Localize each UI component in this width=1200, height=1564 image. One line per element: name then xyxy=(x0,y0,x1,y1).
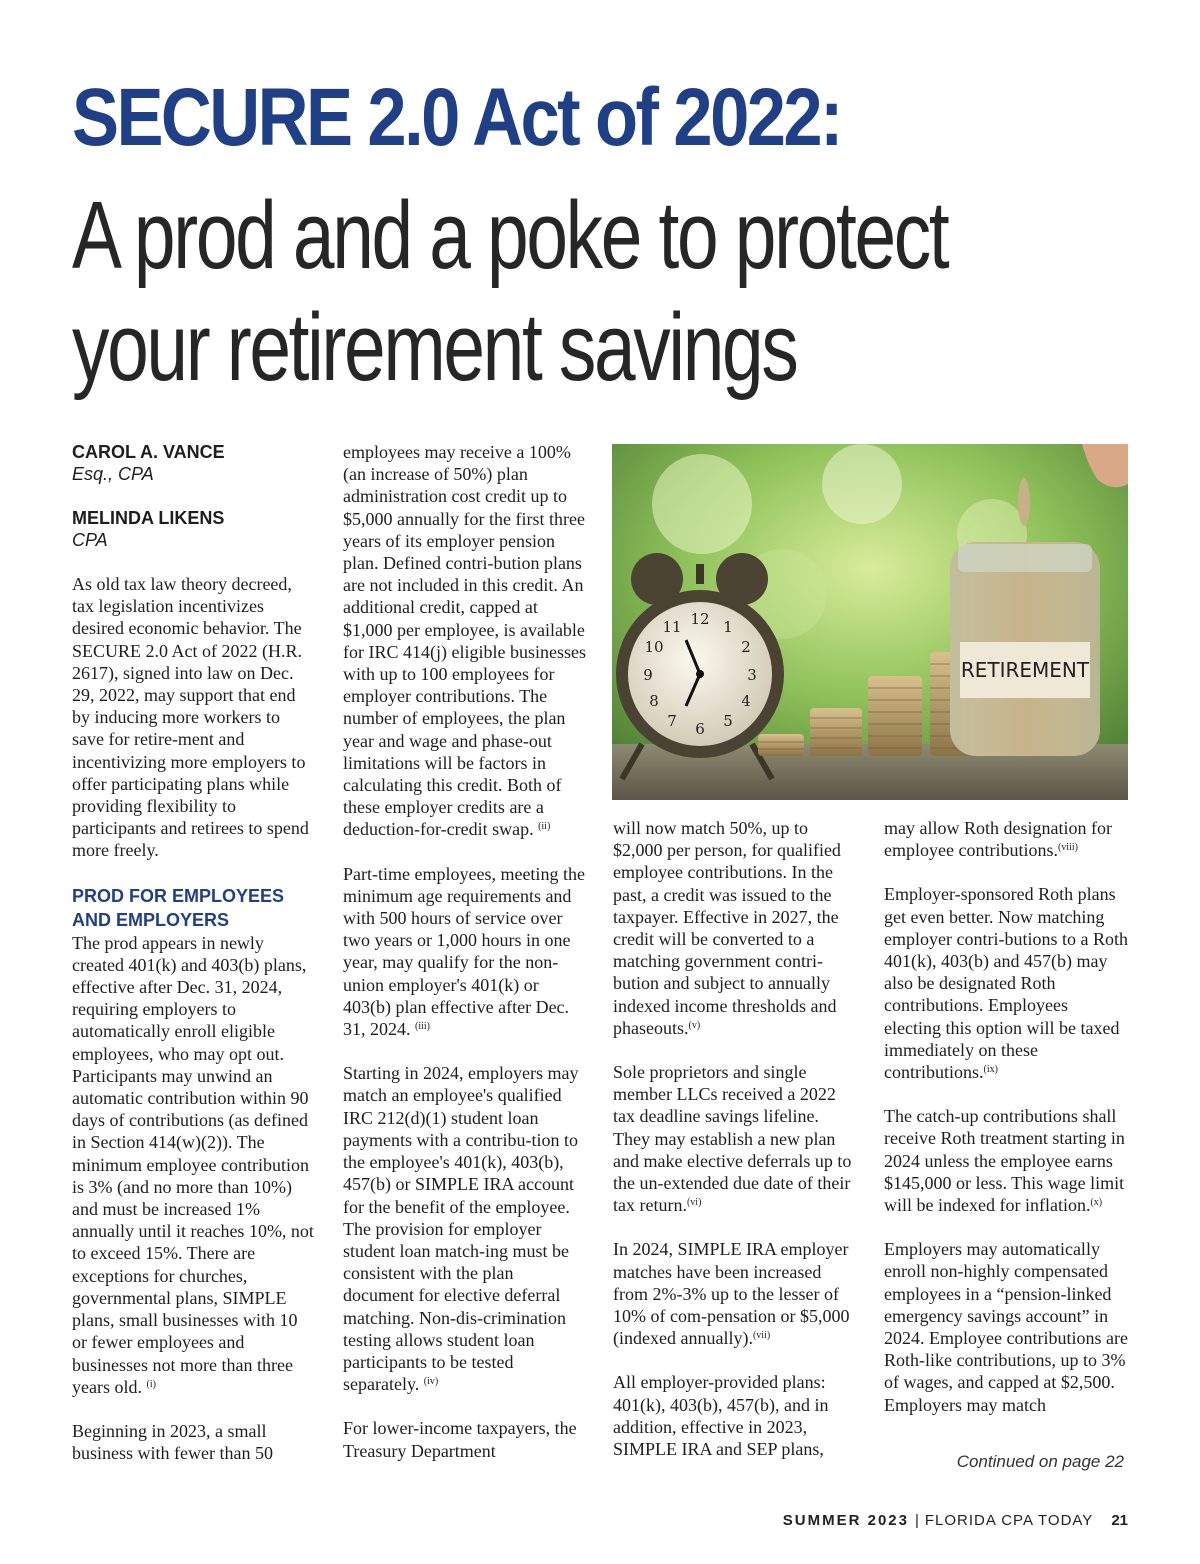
paragraph-text: Sole proprietors and single member LLCs received a 2022 tax deadline savings lifeline. They may establish a new plan and make elective deferrals up to the un-extended due date of their tax return. xyxy=(613,1062,852,1216)
headline-line2 xyxy=(72,180,947,404)
endnote-ref: (i) xyxy=(146,1378,156,1390)
photo-illustration xyxy=(612,444,1128,800)
clock-numeral: 7 xyxy=(667,712,677,730)
paragraph xyxy=(884,1105,1128,1216)
endnote-ref: (ii) xyxy=(538,821,551,833)
endnote-ref: (x) xyxy=(1090,1197,1103,1209)
paragraph-text: Part-time employees, meeting the minimum age requirements and with 500 hours of service over two years or 1,000 hours in one year, may qualify for the non-union employer's 401(k) or 403(b) plan effective after Dec. 31, 2024. xyxy=(343,863,585,1040)
clock-numeral: 3 xyxy=(747,666,757,684)
paragraph xyxy=(343,863,587,1041)
article-column-2 xyxy=(343,441,587,1484)
endnote-ref: (viii) xyxy=(1057,842,1078,854)
endnote-ref: (iii) xyxy=(415,1021,430,1033)
paragraph-text: The prod appears in newly created 401(k) and 403(b) plans, effective after Dec. 31, 2024, requiring employers to automatically enroll eligible employees, who may opt out. Participants may unwind an automatic contribution within 90 days of contributions (as defined in Section 414(w)(2)). The minimum employee contribution is 3% (and no more than 10%) and must be increased 1% annually until it reaches 10%, not to exceed 15%. There are exceptions for churches, governmental plans, SIMPLE plans, small businesses with 10 or fewer employees and businesses not more than three years old. xyxy=(72,932,314,1397)
clock-numeral: 9 xyxy=(643,666,653,684)
paragraph-text: will now match 50%, up to $2,000 per person, for qualified employee contributions. In the past, a credit was issued to the taxpayer. Effective in 2027, the credit will be converted to a matching government contri-bution and subject to annually indexed income thresholds and phaseouts. xyxy=(613,818,841,1038)
author-credentials: Esq., CPA xyxy=(72,464,154,484)
endnote-ref: (v) xyxy=(688,1019,701,1031)
paragraph xyxy=(613,1061,857,1216)
paragraph: Beginning in 2023, a small business with fewer than 50 xyxy=(72,1420,273,1464)
paragraph: For lower-income taxpayers, the Treasury Department xyxy=(343,1418,577,1461)
headline-line2b: your retirement savings xyxy=(72,294,797,401)
section-heading-line: AND EMPLOYERS xyxy=(72,909,230,930)
article-column-1 xyxy=(72,441,316,1486)
retirement-savings-photo xyxy=(612,444,1128,800)
paragraph: As old tax law theory decreed, tax legislation incentivizes desired economic behavior. The SECURE 2.0 Act of 2022 (H.R. 2617), signed into law on Dec. 29, 2022, may support that end by inducing more workers to save for retire-ment and incentivizing more employers to offer participating plans while providing flexibility to participants and retirees to spend more freely. xyxy=(72,574,309,861)
section-heading-line: PROD FOR EMPLOYEES xyxy=(72,885,285,906)
article-column-3 xyxy=(613,817,857,1482)
paragraph-text: Employer-sponsored Roth plans get even better. Now matching employer contri-butions to a Roth 401(k), 403(b) and 457(b) may also be designated Roth contributions. Employees electing this option will be taxed immediately on these contributions. xyxy=(884,884,1128,1083)
magazine-name: FLORIDA CPA TODAY xyxy=(924,1512,1094,1529)
headline-line1: SECURE 2.0 Act of 2022: xyxy=(72,72,841,163)
page-footer xyxy=(783,1512,1128,1529)
paragraph xyxy=(72,932,316,1398)
paragraph xyxy=(884,817,1128,861)
clock-numeral: 8 xyxy=(649,692,659,710)
paragraph-text: The catch-up contributions shall receive Roth treatment starting in 2024 unless the employee earns $145,000 or less. This wage limit will be indexed for inflation. xyxy=(884,1106,1125,1216)
author-block xyxy=(72,441,316,551)
clock-numeral: 12 xyxy=(690,610,710,628)
paragraph xyxy=(343,1062,587,1395)
clock-numeral: 6 xyxy=(695,720,705,738)
paragraph: Employers may automatically enroll non-highly compensated employees in a “pension-linked emergency savings account” in 2024. Employee contributions are Roth-like contributions, up to 3% of wages, and capped at $2,500. Employers may match xyxy=(884,1239,1128,1415)
paragraph-text: Starting in 2024, employers may match an employee's qualified IRC 212(d)(1) student loan payments with a contribu-tion to the employee's 401(k), 403(b), 457(b) or SIMPLE IRA account for the benefit of the employee. The provision for employer student loan match-ing must be consistent with the plan document for elective deferral matching. Non-dis-crimination testing allows student loan participants to be tested separately. xyxy=(343,1063,579,1395)
clock-numeral: 5 xyxy=(723,712,733,730)
continued-on-page-note: Continued on page 22 xyxy=(956,1452,1124,1471)
author-name: CAROL A. VANCE xyxy=(72,442,225,462)
section-heading xyxy=(72,884,316,932)
paragraph xyxy=(613,1238,857,1349)
clock-numeral: 11 xyxy=(662,618,682,636)
clock-numeral: 2 xyxy=(741,638,751,656)
paragraph xyxy=(613,817,857,1039)
paragraph-text: In 2024, SIMPLE IRA employer matches have been increased from 2%-3% up to the lesser of 10% of com-pensation or $5,000 (indexed annually). xyxy=(613,1239,850,1349)
jar-label: RETIREMENT xyxy=(960,658,1090,682)
author-name: MELINDA LIKENS xyxy=(72,508,225,528)
clock-numeral: 4 xyxy=(741,692,751,710)
paragraph-text: employees may receive a 100% (an increase of 50%) plan administration cost credit up to $5,000 annually for the first three years of its employer pension plan. Defined contri-bution plans are not included in this credit. An additional credit, capped at $1,000 per employee, is available for IRC 414(j) eligible businesses with up to 100 employees for employer contributions. The number of employees, the plan year and wage and phase-out limitations will be factors in calculating this credit. Both of these employer credits are a deduction-for-credit swap. xyxy=(343,442,586,840)
endnote-ref: (iv) xyxy=(423,1376,439,1388)
paragraph xyxy=(343,441,587,841)
endnote-ref: (vii) xyxy=(752,1330,771,1342)
headline-line2a: A prod and a poke to protect xyxy=(72,182,948,289)
endnote-ref: (vi) xyxy=(686,1197,702,1209)
clock-numeral: 1 xyxy=(723,618,733,636)
author-credentials: CPA xyxy=(72,530,108,550)
issue-season: SUMMER 2023 xyxy=(782,1512,909,1529)
clock-numeral: 10 xyxy=(644,638,664,656)
paragraph: All employer-provided plans: 401(k), 403(b), 457(b), and in addition, effective in 2023, SIMPLE IRA and SEP plans, xyxy=(613,1372,829,1460)
paragraph-text: may allow Roth designation for employee contributions. xyxy=(884,818,1112,861)
footer-separator: | xyxy=(914,1512,919,1529)
page-number: 21 xyxy=(1111,1512,1128,1529)
paragraph xyxy=(884,883,1128,1083)
endnote-ref: (ix) xyxy=(983,1064,998,1076)
article-column-4 xyxy=(884,817,1128,1438)
